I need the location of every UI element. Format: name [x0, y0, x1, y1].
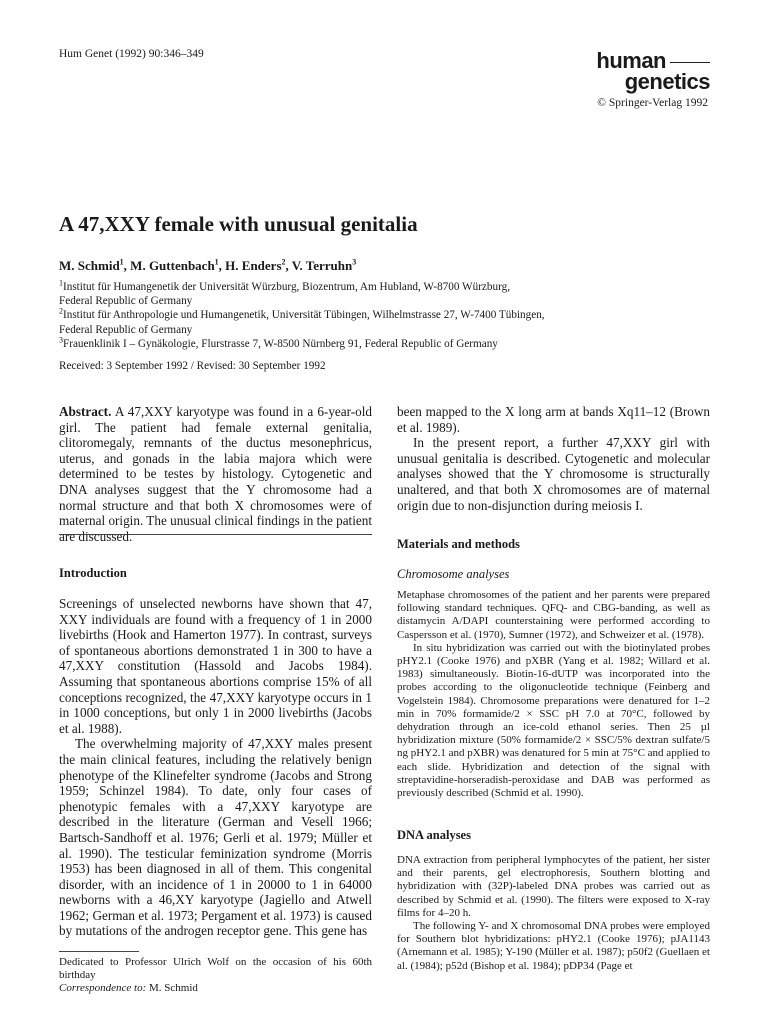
- author-affiliation-mark: 3: [352, 257, 357, 267]
- dedication: Dedicated to Professor Ulrich Wolf on the occasion of his 60th birthday: [59, 956, 372, 982]
- paragraph: Metaphase chromosomes of the patient and her parents were prepared following standard techniques. QFQ- and CBG-banding, as well as distamycin A/DAPI counterstaining were performed according to Caspersson et al. (1970), Sumner (1972), and Schweizer et al. (1978).: [397, 589, 710, 641]
- journal-logo: [596, 50, 710, 92]
- author-name: V. Terruhn: [291, 258, 353, 273]
- logo-word-genetics: genetics: [624, 69, 710, 94]
- right-column-intro: [397, 404, 710, 513]
- paragraph: DNA extraction from peripheral lymphocytes of the patient, her sister and their parents, gel electrophoresis, Southern blotting and hybridization with (32P)-labeled DNA probes was carried out as described by Schmid et al. (1990). The filters were exposed to X-ray films for 4–20 h.: [397, 854, 710, 919]
- author-affiliation-mark: 1: [214, 257, 219, 267]
- affiliation-line: $^1$Institut für Humangenetik der Universität Würzburg, Biozentrum, Am Hubland, W-8700 Würzburg,: [59, 278, 511, 293]
- copyright-line: © Springer-Verlag 1992: [597, 97, 708, 109]
- dna-methods: [397, 854, 710, 973]
- introduction-heading: Introduction: [59, 566, 127, 580]
- affiliations: [59, 280, 709, 351]
- author-name: H. Enders: [225, 258, 282, 273]
- chromosome-methods: [397, 589, 710, 800]
- author-list: M. Schmid$^1$, M. Guttenbach$^1$, H. Enders$^2$, V. Terruhn$^3$: [59, 257, 357, 273]
- section-divider: [59, 534, 372, 535]
- paragraph: The overwhelming majority of 47,XXY males present the main clinical features, including the relatively benign phenotype of the Klinefelter syndrome (Jacobs and Strong 1959; Schinzel 1984). To date, only four cases of phenotypic females with a 47,XXY karyotype are described in the literature (German and Vesell 1966; Bartsch-Sandhoff et al. 1976; Gerli et al. 1979; Müller et al. 1990). The testicular feminization syndrome (Morris 1953) has been diagnosed in all of them. This congenital disorder, with an incidence of 1 in 20000 to 1 in 64000 newborns with a 46,XY karyotype (Jagiello and Atwell 1962; German et al. 1973; Pergament et al. 1973) is caused by mutations of the androgen receptor gene. This gene has: [59, 736, 372, 939]
- footnote-rule: [59, 951, 139, 952]
- affiliation-line: $^3$Frauenklinik I – Gynäkologie, Flurstrasse 7, W-8500 Nürnberg 91, Federal Republic of Germany: [59, 335, 498, 350]
- author-affiliation-mark: 2: [281, 257, 286, 267]
- logo-rule: [670, 62, 710, 63]
- paragraph: Screenings of unselected newborns have shown that 47, XXY individuals are found with a frequency of 1 in 2000 livebirths (Hook and Hamerton 1977). In contrast, surveys of spontaneous abortions demonstrated 1 in 300 to have a 47,XXY constitution (Hassold and Jacobs 1984). Assuming that spontaneous abortions comprise 15% of all conceptions recognized, the 47,XXY karyotype occurs in 1 in 1000 conceptions, but only 1 in 2000 livebirths (Jacobs et al. 1988).: [59, 596, 372, 736]
- author-name: M. Guttenbach: [130, 258, 215, 273]
- abstract-label: Abstract.: [59, 404, 112, 419]
- paragraph: In situ hybridization was carried out with the biotinylated probes pHY2.1 (Cooke 1976) and pXBR (Yang et al. 1982; Willard et al. 1983) simultaneously. Biotin-16-dUTP was incorporated into the probes according to the oligonucleotide technique (Feinberg and Vogelstein 1984). Chromosome preparations were denatured for 1–2 min in 70% formamide/2 × SSC pH 7.0 at 70°C, followed by dehydration through an ice-cold ethanol series. Then 25 µl hybridization mixture (50% formamide/2 × SSC/5% dextran sulfate/5 ng pHY2.1 and pXBR) was denatured for 5 min at 75°C and applied to each slide. Hybridization and detection of the signal with streptavidine-horseradish-peroxidase and DAB was performed as previously described (Schmid et al. 1990).: [397, 641, 710, 800]
- affiliation-line: Federal Republic of Germany: [59, 295, 193, 308]
- journal-reference: Hum Genet (1992) 90:346–349: [59, 48, 204, 60]
- author-name: M. Schmid: [59, 258, 120, 273]
- methods-heading: Materials and methods: [397, 537, 520, 551]
- received-dates: Received: 3 September 1992 / Revised: 30 September 1992: [59, 360, 326, 372]
- introduction-body: [59, 596, 372, 939]
- abstract: [59, 404, 372, 544]
- chromosome-subheading: Chromosome analyses: [397, 567, 510, 581]
- paragraph: In the present report, a further 47,XXY girl with unusual genitalia is described. Cytogenetic and molecular analyses showed that the Y chromosome is structurally unaltered, and that both X chromosomes are of maternal origin due to non-disjunction during meiosis I.: [397, 435, 710, 513]
- article-title: A 47,XXY female with unusual genitalia: [59, 212, 418, 236]
- logo-word-human: human: [596, 48, 666, 73]
- footnote: [59, 956, 372, 996]
- paragraph: The following Y- and X chromosomal DNA probes were employed for Southern blot hybridizations: pHY2.1 (Cooke 1976); pJA1143 (Arnemann et al. 1985); Y-190 (Müller et al. 1987); p50f2 (Guellaen et al. (1984); p52d (Bishop et al. 1984); pDP34 (Page et: [397, 920, 710, 972]
- correspondence: Correspondence to: M. Schmid: [59, 982, 198, 995]
- affiliation-line: Federal Republic of Germany: [59, 323, 193, 336]
- paragraph: been mapped to the X long arm at bands Xq11–12 (Brown et al. 1989).: [397, 404, 710, 435]
- dna-heading: DNA analyses: [397, 828, 471, 842]
- affiliation-line: $^2$Institut für Anthropologie und Humangenetik, Universität Tübingen, Wilhelmstrasse 27, W-7400 Tübingen,: [59, 306, 545, 322]
- author-affiliation-mark: 1: [119, 257, 124, 267]
- abstract-text: A 47,XXY karyotype was found in a 6-year-old girl. The patient had female external genitalia, clitoromegaly, remnants of the ductus mesonephricus, uterus, and gonads in the labia majora which were determined to be testes by histology. Cytogenetic and DNA analyses suggest that the Y chromosome had a normal structure and that both X chromosomes were of maternal origin. The unusual clinical findings in the patient are discussed.: [59, 404, 372, 544]
